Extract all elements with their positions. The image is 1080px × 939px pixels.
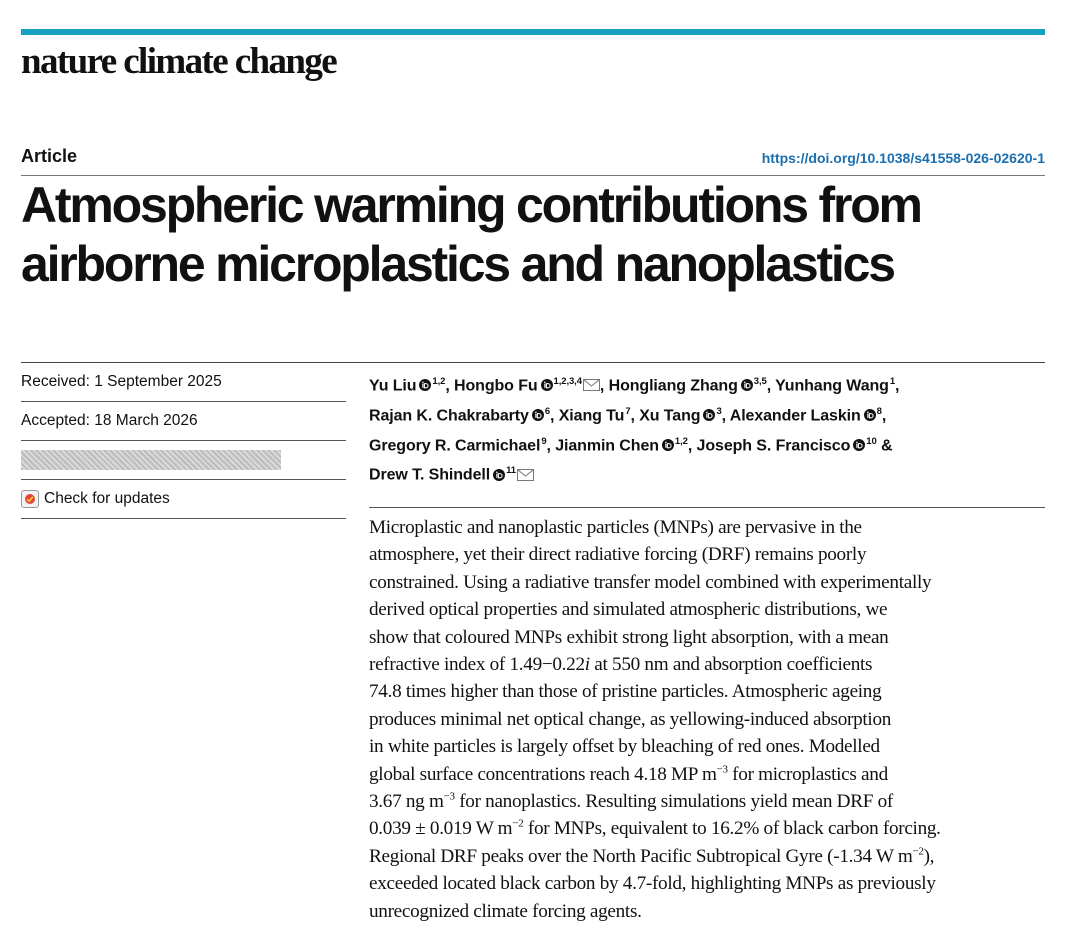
article-title bbox=[21, 176, 1061, 294]
abstract-text: for microplastics and bbox=[727, 763, 888, 785]
author-name[interactable]: Jianmin Chen bbox=[555, 436, 659, 454]
author-name[interactable]: Xiang Tu bbox=[558, 407, 625, 425]
received-date bbox=[21, 363, 346, 402]
author-separator: , bbox=[687, 436, 697, 454]
author-name[interactable]: Hongliang Zhang bbox=[608, 377, 738, 395]
author-separator: , bbox=[881, 407, 887, 425]
publication-history bbox=[21, 363, 346, 519]
redacted-field bbox=[21, 441, 346, 480]
author-affiliation: 10 bbox=[866, 435, 877, 447]
journal-accent-bar bbox=[21, 29, 1045, 35]
redaction-block bbox=[21, 450, 281, 470]
abstract-superscript: −2 bbox=[912, 845, 924, 858]
orcid-icon[interactable] bbox=[532, 405, 544, 430]
author-name[interactable]: Gregory R. Carmichael bbox=[369, 436, 541, 454]
author-affiliation: 1,2 bbox=[674, 435, 688, 447]
author-separator: , bbox=[599, 377, 609, 395]
check-updates-button[interactable] bbox=[21, 490, 170, 508]
orcid-icon[interactable] bbox=[741, 375, 753, 400]
author-separator: & bbox=[876, 436, 893, 454]
author-name[interactable]: Joseph S. Francisco bbox=[696, 436, 851, 454]
abstract-line bbox=[369, 761, 1059, 788]
abstract-line: Microplastic and nanoplastic particles (MNPs) are pervasive in the bbox=[369, 517, 862, 538]
orcid-icon[interactable] bbox=[703, 405, 715, 430]
abstract-line: show that coloured MNPs exhibit strong light absorption, with a mean bbox=[369, 626, 889, 648]
abstract-line: 74.8 times higher than those of pristine particles. Atmospheric ageing bbox=[369, 681, 882, 703]
abstract-text: for MNPs, equivalent to 16.2% of black carbon forcing. bbox=[523, 818, 941, 840]
abstract-text: 0.039 ± 0.019 W m bbox=[369, 818, 513, 840]
article-type: Article bbox=[21, 146, 78, 166]
abstract-line: atmosphere, yet their direct radiative forcing (DRF) remains poorly bbox=[369, 544, 867, 566]
abstract-line bbox=[369, 815, 1059, 842]
abstract-line: in white particles is largely offset by bleaching of red ones. Modelled bbox=[369, 736, 880, 758]
author-affiliation: 9 bbox=[541, 435, 547, 447]
orcid-icon[interactable] bbox=[493, 465, 505, 490]
author-affiliation: 6 bbox=[544, 405, 551, 417]
author-name[interactable]: Yunhang Wang bbox=[775, 377, 889, 395]
abstract-line: exceeded located black carbon by 4.7-fold, highlighting MNPs as previously bbox=[369, 873, 936, 895]
abstract-italic: i bbox=[584, 654, 590, 676]
divider bbox=[369, 507, 1045, 508]
author-separator: , bbox=[445, 377, 455, 395]
accepted-date-text: Accepted: 18 March 2026 bbox=[21, 412, 198, 429]
abstract-text: global surface concentrations reach 4.18 MP m bbox=[369, 763, 717, 785]
author-affiliation: 1,2,3,4 bbox=[553, 376, 582, 387]
author-separator: , bbox=[766, 377, 776, 395]
abstract-line: unrecognized climate forcing agents. bbox=[369, 900, 642, 922]
abstract-superscript: −3 bbox=[716, 763, 728, 776]
check-updates-row bbox=[21, 480, 346, 519]
accepted-date bbox=[21, 402, 346, 441]
abstract-line: derived optical properties and simulated atmospheric distributions, we bbox=[369, 599, 888, 621]
abstract-text: ), bbox=[923, 845, 935, 867]
author-separator: , bbox=[630, 407, 640, 425]
author-affiliation: 11 bbox=[506, 465, 516, 477]
author-affiliation: 1,2 bbox=[432, 376, 446, 387]
abstract-text: 3.67 ng m bbox=[369, 791, 444, 813]
author-affiliation: 1 bbox=[889, 376, 896, 387]
orcid-icon[interactable] bbox=[864, 405, 876, 430]
author-separator: , bbox=[550, 407, 559, 425]
abstract-line bbox=[369, 788, 1059, 815]
abstract-superscript: −3 bbox=[443, 790, 455, 803]
author-name[interactable]: Rajan K. Chakrabarty bbox=[369, 407, 529, 425]
orcid-icon[interactable] bbox=[419, 375, 431, 400]
author-affiliation: 3 bbox=[716, 405, 722, 417]
orcid-icon[interactable] bbox=[662, 435, 674, 460]
abstract-text: Regional DRF peaks over the North Pacific Subtropical Gyre (-1.34 W m bbox=[369, 845, 913, 867]
article-title-line: airborne microplastics and nanoplastics bbox=[21, 236, 894, 292]
article-title-line: Atmospheric warming contributions from bbox=[21, 177, 921, 233]
abstract-text: at 550 nm and absorption coefficients bbox=[589, 654, 873, 676]
author-affiliation: 7 bbox=[625, 405, 631, 417]
envelope-icon[interactable] bbox=[517, 465, 534, 490]
author-separator: , bbox=[721, 407, 730, 425]
author-list bbox=[369, 370, 1049, 489]
doi-link[interactable]: https://doi.org/10.1038/s41558-026-02620-1 bbox=[761, 150, 1045, 166]
author-separator: , bbox=[546, 436, 556, 454]
abstract-text: for nanoplastics. Resulting simulations yield mean DRF of bbox=[454, 791, 893, 813]
abstract-line: constrained. Using a radiative transfer model combined with experimentally bbox=[369, 571, 932, 593]
author-affiliation: 3,5 bbox=[753, 376, 767, 387]
author-name[interactable]: Xu Tang bbox=[639, 407, 701, 425]
abstract-text: refractive index of 1.49−0.22 bbox=[369, 654, 585, 676]
author-name[interactable]: Yu Liu bbox=[369, 377, 417, 395]
envelope-icon[interactable] bbox=[583, 375, 600, 400]
journal-logo[interactable]: nature climate change bbox=[21, 41, 337, 82]
abstract-line bbox=[369, 843, 1059, 870]
check-updates-icon bbox=[21, 490, 39, 508]
orcid-icon[interactable] bbox=[541, 375, 553, 400]
author-name[interactable]: Alexander Laskin bbox=[729, 407, 861, 425]
author-separator: , bbox=[895, 377, 900, 395]
abstract-superscript: −2 bbox=[512, 818, 524, 831]
abstract-line: produces minimal net optical change, as yellowing-induced absorption bbox=[369, 708, 892, 730]
author-name[interactable]: Drew T. Shindell bbox=[369, 466, 491, 484]
abstract bbox=[369, 514, 1059, 925]
received-date-text: Received: 1 September 2025 bbox=[21, 373, 222, 390]
check-updates-label: Check for updates bbox=[44, 490, 170, 507]
orcid-icon[interactable] bbox=[853, 435, 865, 460]
author-name[interactable]: Hongbo Fu bbox=[454, 377, 538, 395]
author-affiliation: 8 bbox=[876, 405, 882, 417]
abstract-line bbox=[369, 651, 1059, 678]
